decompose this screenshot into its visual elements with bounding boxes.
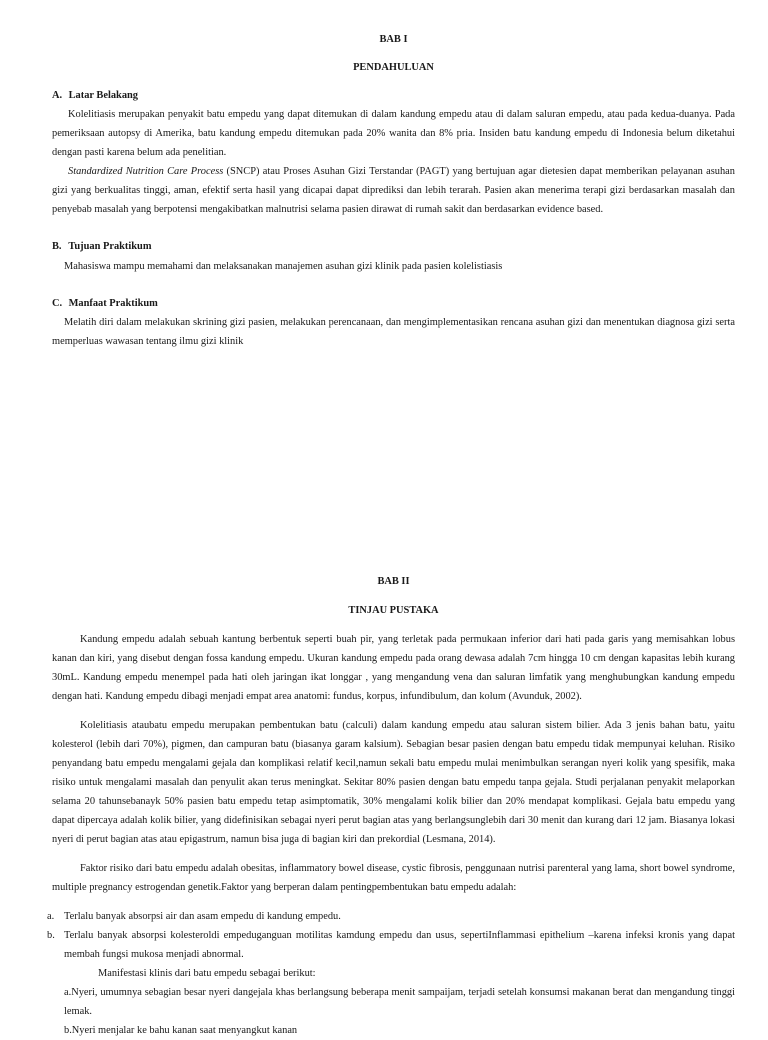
latar-belakang-paragraph-1: Kolelitiasis merupakan penyakit batu empedu yang dapat ditemukan di dalam kandung empedu atau di dalam saluran empedu, atau pada kedua-duanya. Pada pemeriksaan autopsy di Amerika, batu kandung empedu ditemukan pada 20% wanita dan 8% pria. Insiden batu kandung empedu di Indonesia belum diketahui dengan pasti karena belum ada penelitian.	[52, 109, 735, 158]
section-a-title: Latar Belakang	[68, 90, 138, 101]
list-marker: a.	[47, 911, 55, 922]
tinjau-paragraph-2: Kolelitiasis ataubatu empedu merupakan pembentukan batu (calculi) dalam kandung empedu atau saluran sistem bilier. Ada 3 jenis bahan batu, yaitu kolesterol (lebih dari 70%), pigmen, dan campuran batu (biasanya garam kalsium). Sebagian besar pasien dengan batu empedu tidak mempunyai keluhan. Risiko penyandang batu empedu mengalami gejala dan komplikasi relatif kecil,namun sekali batu empedu mulai menimbulkan serangan nyeri kolik yang spesifik, maka risiko untuk mengalami masalah dan penyulit akan terus meningkat. Sekitar 80% pasien dengan batu empedu tanpa gejala. Studi perjalanan penyakit melaporkan selama 20 tahunsebanayk 50% pasien batu empedu tetap asimptomatik, 30% mengalami kolik bilier dan 20% mendapat komplikasi. Gejala batu empedu yang dapat dipercaya adalah kolik bilier, yang didefinisikan sebagai nyeri perut bagian atas yang berlangsunglebih dari 30 menit dan kurang dari 12 jam. Biasanya lokasi nyeri di perut bagian atas atau epigastrum, namun bisa juga di bagian kiri dan prekordial (Lesmana, 2014).	[52, 720, 735, 845]
bab1-subtitle: PENDAHULUAN	[353, 62, 434, 73]
bab2-title: BAB II	[377, 576, 410, 587]
bab1-title: BAB I	[379, 34, 408, 45]
faktor-list	[47, 907, 735, 964]
tujuan-paragraph: Mahasiswa mampu memahami dan melaksanakan manajemen asuhan gizi klinik pada pasien kolelistiasis	[64, 261, 503, 272]
section-c-body	[52, 313, 735, 351]
list-item-text: Terlalu banyak absorpsi air dan asam empedu di kandung empedu.	[64, 911, 341, 922]
tinjau-paragraph-1: Kandung empedu adalah sebuah kantung berbentuk seperti buah pir, yang terletak pada permukaan inferior dari hati pada garis yang memisahkan lobus kanan dan kiri, yang disebut dengan fossa kandung empedu. Ukuran kandung empedu pada orang dewasa adalah 7cm hingga 10 cm dengan kapasitas lebih kurang 30mL. Kandung empedu menempel pada hati oleh jaringan ikat longgar , yang mengandung vena dan saluran limfatik yang menghubungkan kandung empedu dengan hati. Kandung empedu dibagi menjadi empat area anatomi: fundus, korpus, infundibulum, dan kolum (Avunduk, 2002).	[52, 634, 735, 702]
list-item	[47, 926, 735, 964]
manifestasi-item-b: b.Nyeri menjalar ke bahu kanan saat menyangkut kanan	[64, 1025, 298, 1036]
section-c-heading	[52, 294, 735, 313]
list-item	[47, 907, 735, 926]
manifestasi-item-a: a.Nyeri, umumnya sebagian besar nyeri dangejala khas berlangsung beberapa menit sampaijam, terjadi setelah konsumsi makanan berat dan mengandung tinggi lemak.	[64, 987, 735, 1017]
tinjau-paragraph-3: Faktor risiko dari batu empedu adalah obesitas, inflammatory bowel disease, cystic fibrosis, penggunaan nutrisi parenteral yang lama, short bowel syndrome, multiple pregnancy estrogendan genetik.Faktor yang berperan dalam pentingpembentukan batu empedu adalah:	[52, 863, 735, 893]
section-b-title: Tujuan Praktikum	[68, 241, 152, 252]
section-b-number: B.	[52, 241, 62, 252]
sncp-text: (SNCP) atau Proses Asuhan Gizi Terstandar (PAGT) yang bertujuan agar dietesien dapat memberikan pelayanan asuhan gizi yang berkualitas tinggi, aman, efektif serta hasil yang dicapai dapat diprediksi dan lebih terarah. Pasien akan menerima terapi gizi berdasarkan masalah dan penyebab masalah yang berpotensi mengakibatkan malnutrisi selama pasien dirawat di rumah sakit dan berdasarkan evidence based.	[52, 166, 735, 215]
section-c-title: Manfaat Praktikum	[68, 298, 158, 309]
section-b-heading	[52, 237, 735, 256]
section-a-heading	[52, 86, 735, 105]
section-a-body	[52, 105, 735, 219]
bab2-subtitle: TINJAU PUSTAKA	[348, 605, 439, 616]
latar-belakang-paragraph-2	[52, 162, 735, 219]
section-a-number: A.	[52, 90, 63, 101]
sncp-italic-term: Standardized Nutrition Care Process	[68, 166, 224, 177]
section-c-number: C.	[52, 298, 63, 309]
section-b-body	[52, 257, 735, 276]
list-item-text: Terlalu banyak absorpsi kolesteroldi empeduganguan motilitas kamdung empedu dan usus, sepertiInflammasi epithelium –karena infeksi kronis yang dapat membah fungsi mukosa menjadi abnormal.	[64, 930, 735, 960]
list-marker: b.	[47, 930, 55, 941]
bab2-body	[47, 630, 735, 1040]
manifestasi-title: Manifestasi klinis dari batu empedu sebagai berikut:	[98, 968, 316, 979]
manfaat-paragraph: Melatih diri dalam melakukan skrining gizi pasien, melakukan perencanaan, dan mengimplementasikan rencana asuhan gizi dan menentukan diagnosa gizi serta memperluas wawasan tentang ilmu gizi klinik	[52, 317, 735, 347]
